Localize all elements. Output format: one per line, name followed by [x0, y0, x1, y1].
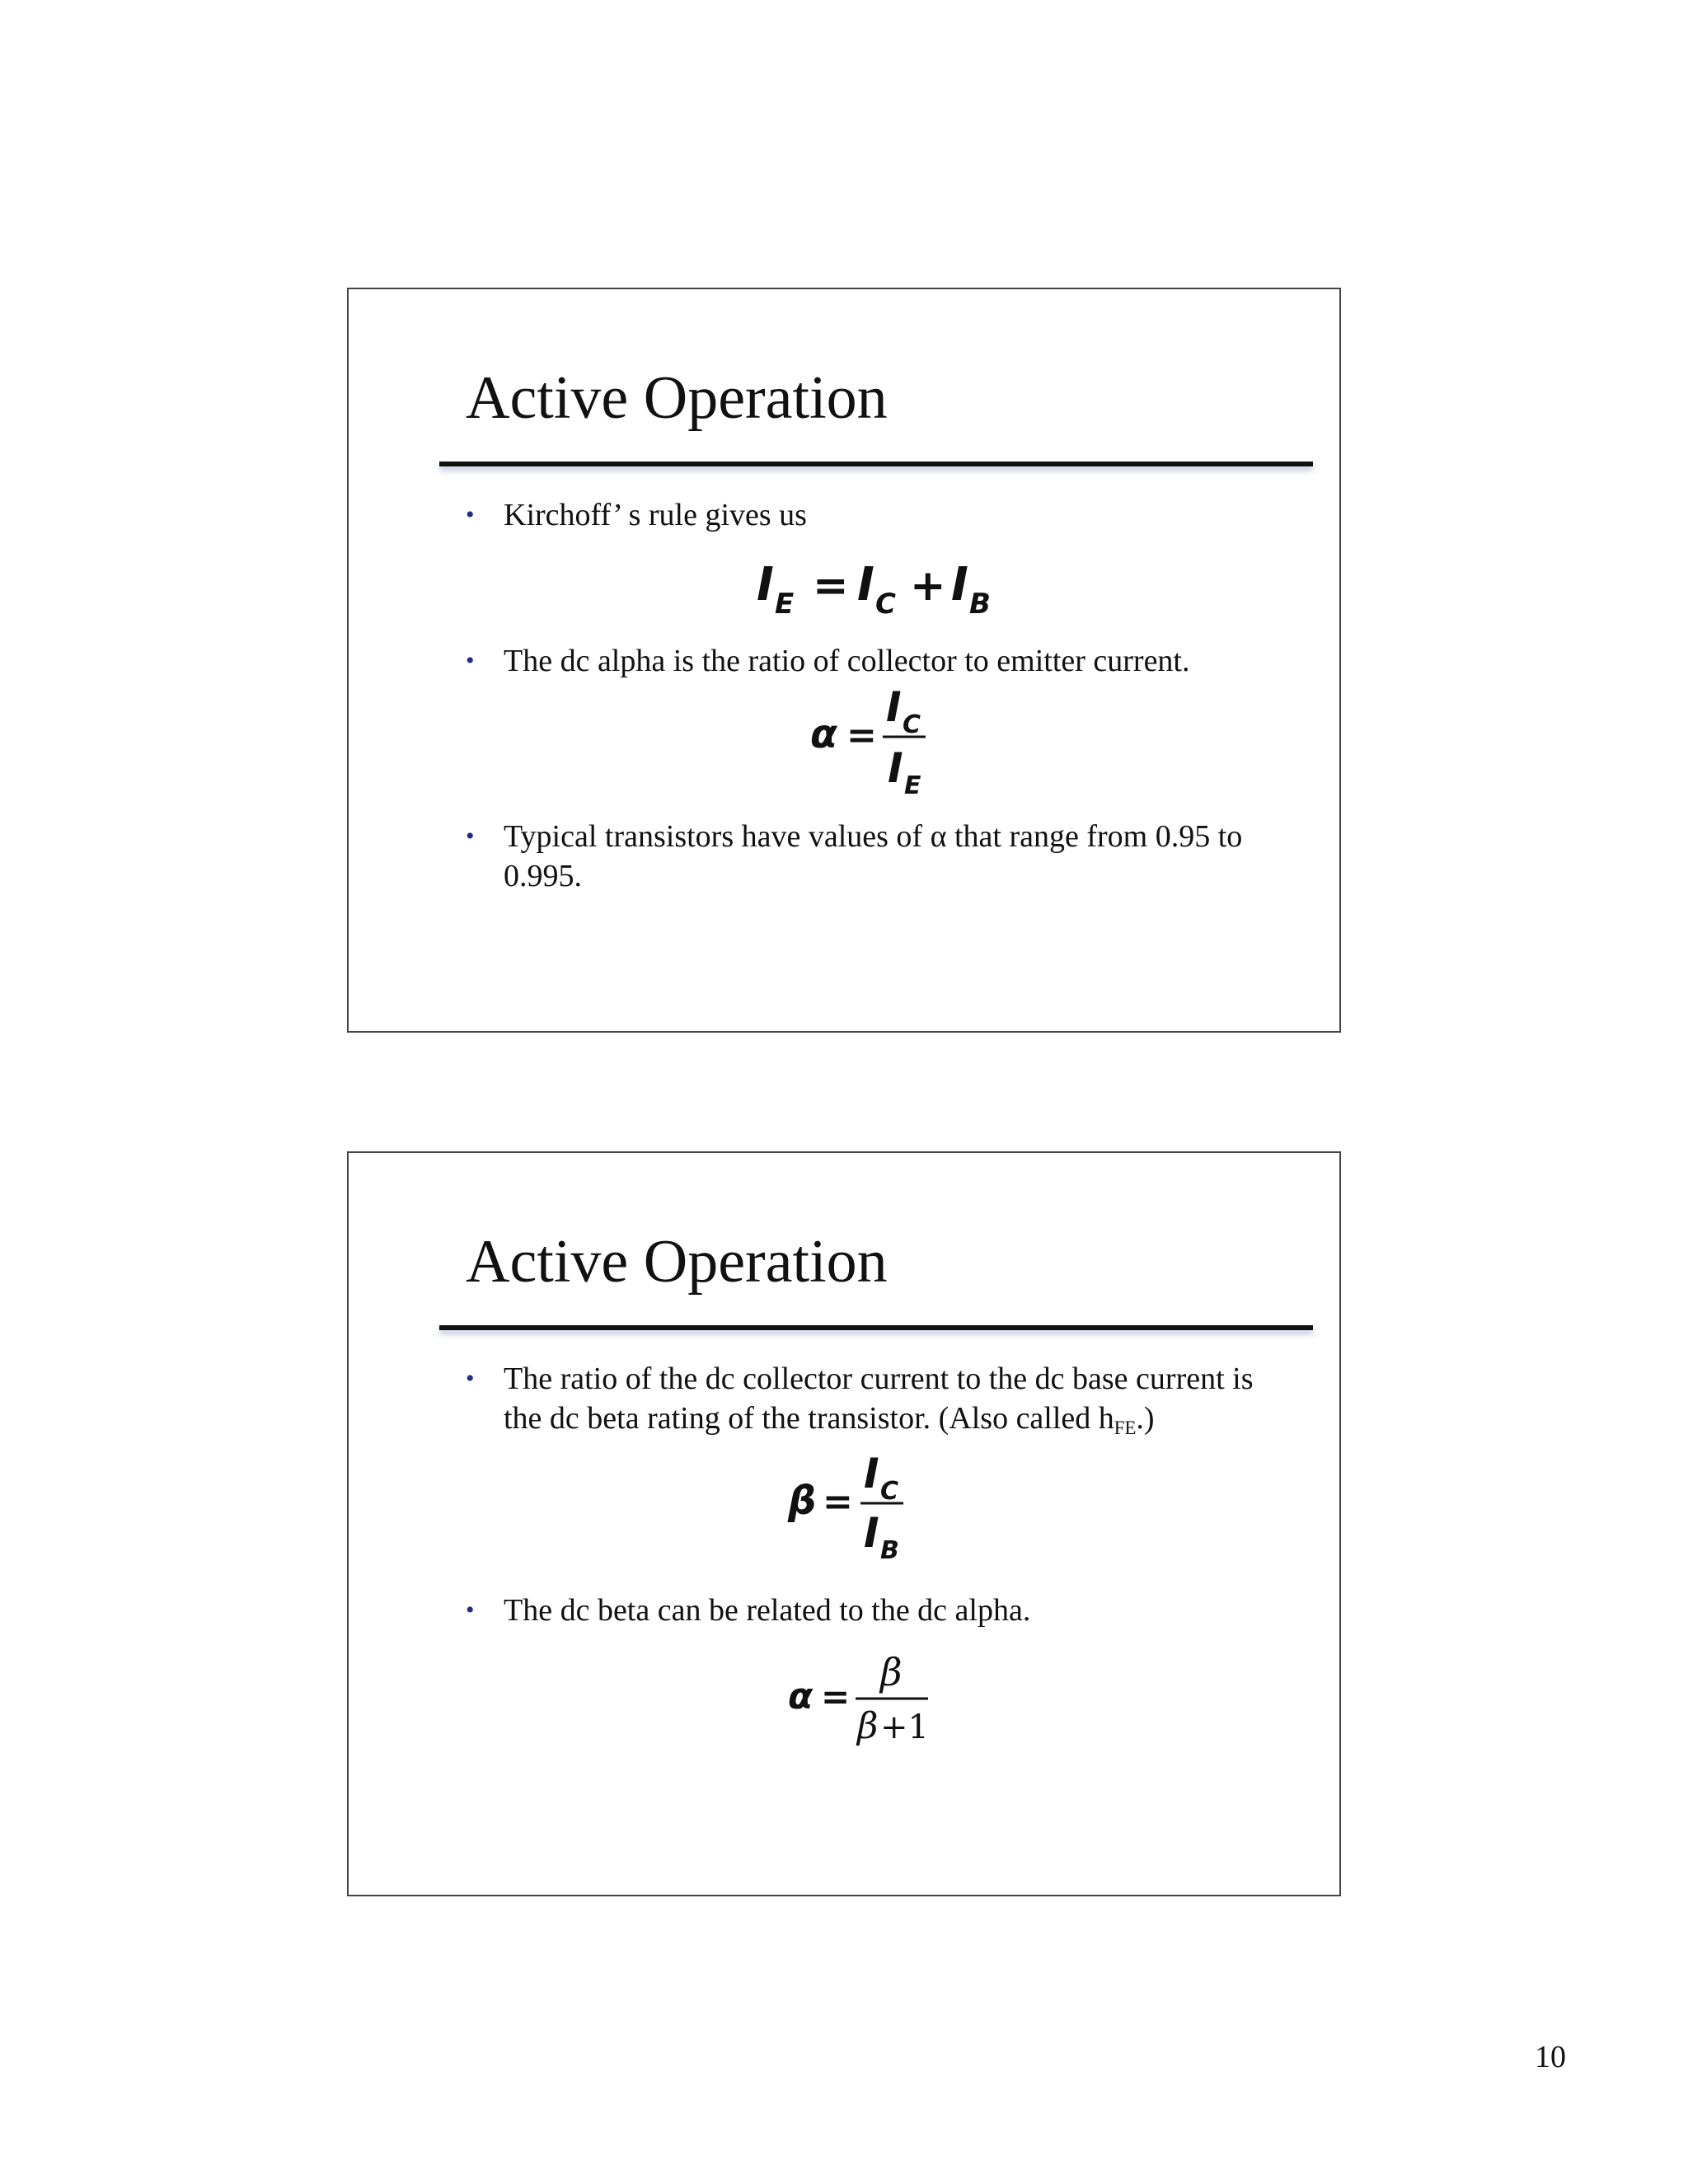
bullet-item	[466, 817, 1298, 896]
svg-text:+: +	[910, 561, 946, 611]
svg-text:C: C	[903, 710, 921, 739]
svg-text:B: B	[880, 1536, 899, 1565]
bullet-text-main: The ratio of the dc collector current to the dc base current is the dc beta rating of the transistor. (Also called h	[504, 1361, 1254, 1436]
svg-text:+1: +1	[880, 1708, 929, 1746]
svg-text:C: C	[880, 1477, 899, 1506]
bullet-dot: •	[466, 647, 475, 674]
bullet-text: Typical transistors have values of α that range from 0.95 to 0.995.	[504, 819, 1243, 893]
bullet-dot: •	[466, 823, 475, 850]
bullet-text	[504, 1359, 1298, 1448]
slide-title: Active Operation	[466, 364, 888, 432]
svg-text:I: I	[857, 558, 874, 612]
bullet-item	[466, 495, 1298, 535]
svg-text:=: =	[823, 1481, 853, 1523]
svg-text:I: I	[757, 558, 774, 612]
bullet-text: Kirchoff’ s rule gives us	[504, 498, 807, 532]
equation-beta	[788, 1451, 912, 1567]
equation-alpha-beta-svg	[788, 1650, 936, 1761]
svg-text:I: I	[886, 683, 902, 731]
svg-text:I: I	[864, 1509, 879, 1557]
equation-kirchoff-svg	[757, 549, 1029, 623]
hfe-subscript: FE	[1114, 1417, 1137, 1438]
bullet-text-tail: .)	[1136, 1401, 1155, 1436]
svg-text:I: I	[888, 744, 903, 792]
svg-text:=: =	[813, 561, 849, 611]
svg-text:β: β	[788, 1478, 817, 1524]
svg-text:E: E	[904, 771, 921, 800]
svg-text:β: β	[857, 1705, 879, 1747]
svg-text:I: I	[951, 558, 968, 612]
bullet-dot: •	[466, 501, 475, 528]
svg-text:β: β	[880, 1650, 903, 1694]
page-number: 10	[1535, 2040, 1566, 2074]
svg-text:B: B	[969, 588, 991, 621]
equation-beta-svg	[788, 1451, 912, 1567]
svg-text:I: I	[864, 1450, 879, 1497]
bullet-text: The dc beta can be related to the dc alpha.	[504, 1593, 1031, 1628]
equation-alpha	[810, 683, 934, 799]
slide-1	[347, 288, 1341, 1033]
bullet-dot: •	[466, 1596, 475, 1624]
equation-alpha-svg	[810, 683, 934, 799]
bullet-item	[466, 1359, 1298, 1448]
bullet-item	[466, 641, 1298, 681]
slide-2	[347, 1151, 1341, 1896]
bullet-item	[466, 1591, 1298, 1630]
svg-text:=: =	[846, 715, 877, 757]
svg-text:α: α	[810, 711, 837, 757]
title-underline	[439, 462, 1313, 466]
equation-kirchoff	[757, 549, 1029, 623]
equation-alpha-beta	[788, 1650, 936, 1761]
svg-text:C: C	[875, 588, 896, 621]
svg-text:α: α	[788, 1675, 814, 1718]
bullet-text: The dc alpha is the ratio of collector to emitter current.	[504, 644, 1190, 678]
svg-text:E: E	[775, 588, 795, 621]
slide-title: Active Operation	[466, 1228, 888, 1296]
title-underline	[439, 1325, 1313, 1330]
bullet-dot: •	[466, 1365, 475, 1392]
svg-text:=: =	[821, 1676, 851, 1717]
